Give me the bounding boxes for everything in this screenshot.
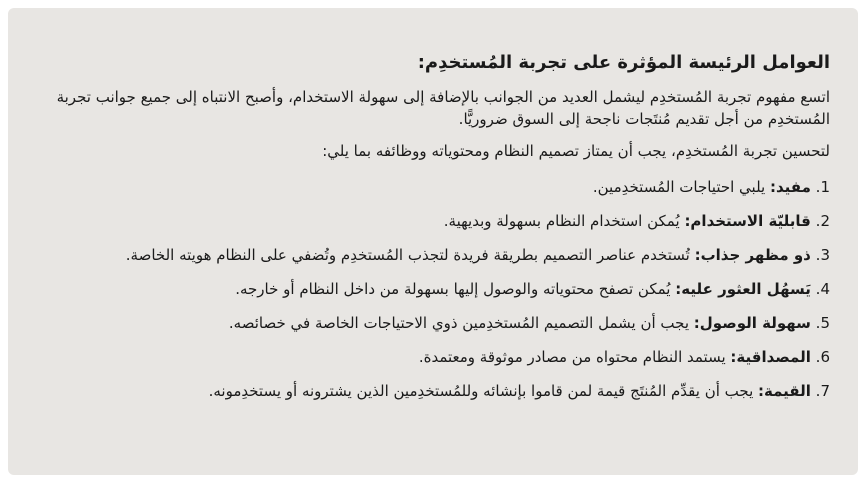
- item-number: 2.: [815, 212, 830, 230]
- item-term: المصداقية:: [730, 348, 811, 366]
- item-number: 6.: [815, 348, 830, 366]
- list-item: [36, 380, 830, 402]
- list-intro: لتحسين تجربة المُستخدِم، يجب أن يمتاز تصميم النظام ومحتوياته ووظائفه بما يلي:: [322, 142, 830, 160]
- item-term: قابليّة الاستخدام:: [684, 212, 811, 230]
- list-item: [36, 346, 830, 368]
- item-text: يجب أن يقدِّم المُنتَج قيمة لمن قاموا بإنشائه وللمُستخدِمين الذين يشترونه أو يستخدِمونه.: [208, 382, 754, 400]
- item-number: 7.: [815, 382, 830, 400]
- item-term: سهولة الوصول:: [693, 314, 811, 332]
- item-text: يستمد النظام محتواه من مصادر موثوقة ومعتمدة.: [418, 348, 726, 366]
- list-item: [36, 244, 830, 266]
- list-item: [36, 210, 830, 232]
- list-item: [36, 312, 830, 334]
- factors-list: [36, 176, 830, 402]
- item-text: يلبي احتياجات المُستخدِمين.: [592, 178, 766, 196]
- document-body: [36, 52, 830, 414]
- item-number: 4.: [815, 280, 830, 298]
- item-text: يجب أن يشمل التصميم المُستخدِمين ذوي الاحتياجات الخاصة في خصائصه.: [228, 314, 689, 332]
- document-title: العوامل الرئيسة المؤثرة على تجربة المُستخدِم:: [417, 52, 830, 73]
- item-term: ذو مظهر جذاب:: [694, 246, 811, 264]
- item-term: يَسهُل العثور عليه:: [675, 280, 811, 298]
- intro-paragraph: اتسع مفهوم تجربة المُستخدِم ليشمل العديد من الجوانب بالإضافة إلى سهولة الاستخدام، وأصبح الانتباه إلى جميع جوانب تجربة المُستخدِم من أجل تقديم مُنتَجات ناجحة إلى السوق ضروريًّا.: [56, 88, 830, 128]
- item-term: مفيد:: [770, 178, 811, 196]
- item-text: يُمكن تصفح محتوياته والوصول إليها بسهولة من داخل النظام أو خارجه.: [235, 280, 671, 298]
- item-text: يُمكن استخدام النظام بسهولة وبديهية.: [443, 212, 680, 230]
- item-term: القيمة:: [758, 382, 811, 400]
- item-text: تُستخدم عناصر التصميم بطريقة فريدة لتجذب المُستخدِم وتُضفي على النظام هويته الخاصة.: [125, 246, 690, 264]
- list-item: [36, 278, 830, 300]
- content-card: [8, 8, 858, 475]
- item-number: 3.: [815, 246, 830, 264]
- item-number: 5.: [815, 314, 830, 332]
- item-number: 1.: [815, 178, 830, 196]
- list-item: [36, 176, 830, 198]
